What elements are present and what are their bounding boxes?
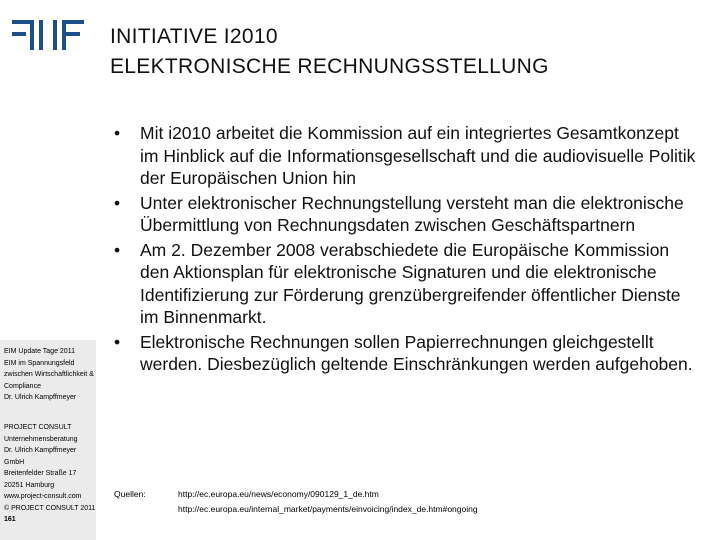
bullet-list (114, 122, 699, 378)
source-links (178, 487, 478, 517)
company-website[interactable]: www.project-consult.com (4, 493, 82, 500)
bullet-text: Mit i2010 arbeitet die Kommission auf ein integriertes Gesamtkonzept im Hinblick auf die Informationsgesellschaft und die audiovisuelle Politik der Europäischen Union hin (140, 123, 696, 188)
bullet-icon: • (114, 239, 121, 260)
title-line-1: INITIATIVE I2010 (110, 25, 278, 48)
event-speaker: Dr. Ulrich Kampffmeyer (4, 394, 77, 401)
company-legal-name: Dr. Ulrich Kampffmeyer GmbH (4, 447, 77, 466)
sidebar (0, 0, 96, 540)
event-subtitle: EIM im Spannungsfeld zwischen Wirtschaftlichkeit & Compliance (4, 359, 94, 390)
event-info (4, 346, 96, 404)
slide-title (110, 22, 549, 82)
bullet-text: Unter elektronischer Rechnungstellung versteht man die elektronische Übermittlung von Rechnungsdaten zwischen Geschäftspartnern (140, 192, 684, 235)
company-name: PROJECT CONSULT Unternehmensberatung (4, 424, 78, 443)
bullet-item (114, 239, 699, 329)
source-link-einvoicing[interactable]: http://ec.europa.eu/internal_market/payments/einvoicing/index_de.htm#ongoing (178, 504, 478, 514)
bullet-text: Am 2. Dezember 2008 verabschiedete die Europäische Kommission den Aktionsplan für elektronische Signaturen und die elektronische Identifizierung zur Förderung grenzübergreifender öffentlicher Dienste im Binnenmarkt. (140, 239, 681, 327)
bullet-item (114, 122, 699, 190)
source-link-news[interactable]: http://ec.europa.eu/news/economy/090129_1_de.htm (178, 489, 379, 499)
sources-label: Quellen: (114, 489, 146, 499)
project-consult-logo (12, 18, 84, 52)
event-title: EIM Update Tage 2011 (4, 348, 75, 355)
bullet-icon: • (114, 331, 121, 352)
bullet-item (114, 331, 699, 376)
title-line-2: ELEKTRONISCHE RECHNUNGSSTELLUNG (110, 55, 549, 78)
page-number: 161 (4, 516, 16, 523)
bullet-icon: • (114, 123, 121, 143)
company-street: Breitenfelder Straße 17 (4, 470, 77, 477)
bullet-item (114, 192, 699, 237)
company-city: 20251 Hamburg (4, 481, 55, 489)
bullet-icon: • (114, 192, 121, 213)
copyright: © PROJECT CONSULT 2011 (4, 504, 96, 512)
bullet-text: Elektronische Rechnungen sollen Papierrechnungen gleichgestellt werden. Diesbezüglich geltende Einschränkungen werden aufgehoben. (140, 331, 693, 374)
company-info (4, 422, 96, 526)
